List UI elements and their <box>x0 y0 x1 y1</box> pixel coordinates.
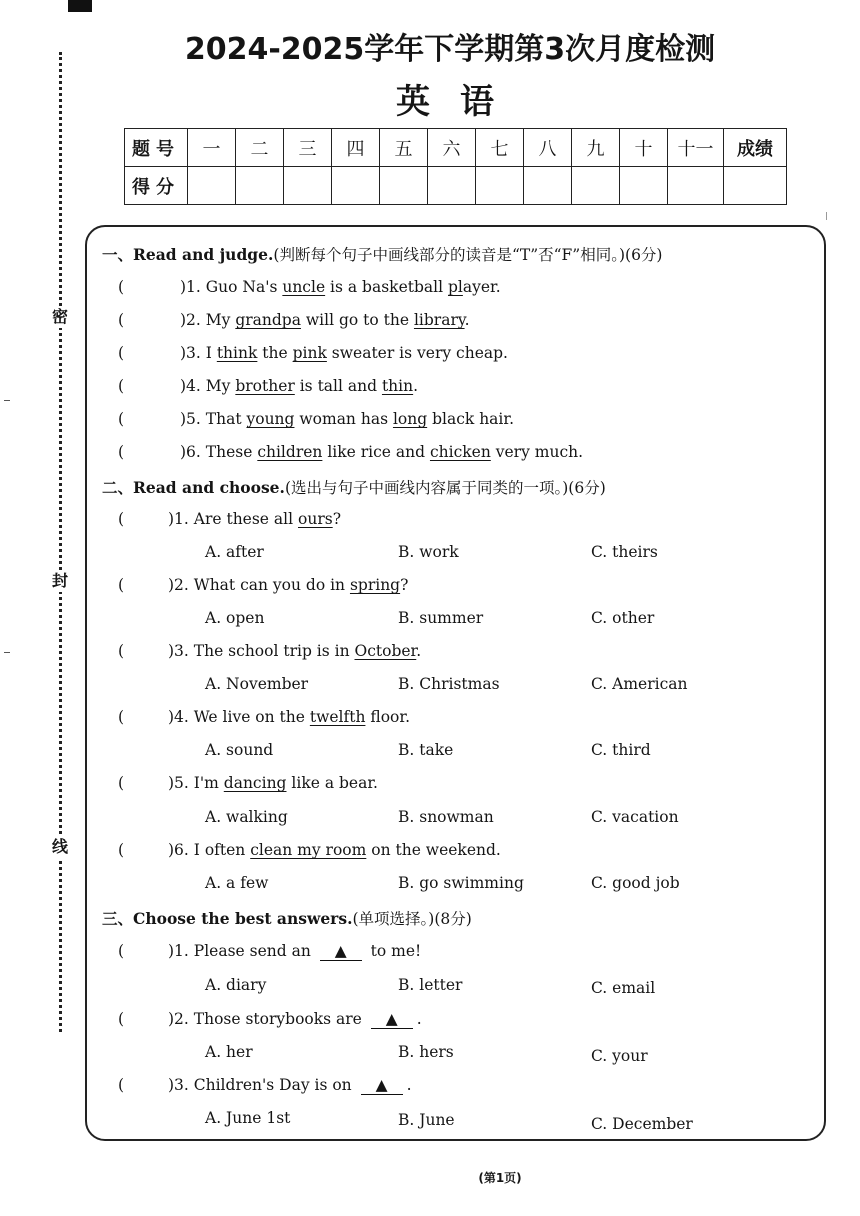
answer-paren[interactable]: ( <box>118 311 125 329</box>
score-header-cell: 七 <box>476 129 524 167</box>
score-header-cell: 十一 <box>668 129 724 167</box>
option-a[interactable]: A. sound <box>205 741 274 759</box>
underlined-word: pink <box>292 344 327 362</box>
underlined-word: thin <box>381 377 414 395</box>
question-text: )4. My <box>180 377 236 395</box>
question-text: )1. Are these all <box>168 510 298 528</box>
answer-paren[interactable]: ( <box>118 510 125 528</box>
option-b[interactable]: B. letter <box>398 976 463 994</box>
answer-paren[interactable]: ( <box>118 576 125 594</box>
binding-char-mi: 密 <box>49 306 71 328</box>
option-c[interactable]: C. December <box>591 1115 693 1133</box>
question-text: )6. I often <box>168 841 251 859</box>
answer-paren[interactable]: ( <box>118 774 125 792</box>
option-a[interactable]: A. open <box>205 609 265 627</box>
judge-item <box>118 344 508 362</box>
question-text: )1. Guo Na's <box>180 278 283 296</box>
score-cell[interactable] <box>724 167 787 205</box>
option-a[interactable]: A. after <box>205 543 264 561</box>
score-cell[interactable] <box>284 167 332 205</box>
question-text: ? <box>400 576 409 594</box>
question-text: )3. Children's Day is on <box>168 1076 357 1094</box>
score-cell[interactable] <box>668 167 724 205</box>
underlined-word: pl <box>447 278 463 296</box>
underlined-word: chicken <box>429 443 491 461</box>
page-number: (第1页) <box>478 1171 522 1185</box>
question-text: )2. Those storybooks are <box>168 1010 367 1028</box>
score-table-header-row <box>125 129 787 167</box>
question-text: woman has <box>294 410 393 428</box>
question-text: )5. I'm <box>168 774 224 792</box>
choice-item <box>118 642 422 660</box>
underlined-word: October <box>354 642 417 660</box>
blank-triangle[interactable]: ▲ <box>361 1076 403 1095</box>
answer-paren[interactable]: ( <box>118 708 125 726</box>
question-text: very much. <box>490 443 584 461</box>
score-header-cell: 八 <box>524 129 572 167</box>
score-header-cell: 一 <box>188 129 236 167</box>
choice-item <box>118 774 378 792</box>
section1-heading <box>102 243 662 265</box>
option-b[interactable]: B. June <box>398 1111 455 1129</box>
option-c[interactable]: C. your <box>591 1047 648 1065</box>
score-cell[interactable] <box>572 167 620 205</box>
choice-item <box>118 942 422 960</box>
underlined-word: spring <box>349 576 401 594</box>
corner-registration-mark <box>68 0 92 12</box>
edge-tick-mark <box>826 212 827 220</box>
score-header-cell: 六 <box>428 129 476 167</box>
section3-heading <box>102 907 472 929</box>
option-c[interactable]: C. third <box>591 741 651 759</box>
question-text: the <box>257 344 293 362</box>
answer-paren[interactable]: ( <box>118 443 125 461</box>
judge-item <box>118 278 501 296</box>
question-text: . <box>413 377 419 395</box>
exam-title: 2024-2025学年下学期第3次月度检测 <box>184 32 716 67</box>
score-header-cell: 五 <box>380 129 428 167</box>
score-header-cell: 题号 <box>125 129 188 167</box>
score-table <box>124 128 787 205</box>
judge-item <box>118 311 470 329</box>
underlined-word: long <box>392 410 428 428</box>
question-text: like a bear. <box>286 774 378 792</box>
option-c[interactable]: C. theirs <box>591 543 658 561</box>
score-header-cell: 二 <box>236 129 284 167</box>
option-c[interactable]: C. American <box>591 675 688 693</box>
underlined-word: think <box>216 344 258 362</box>
question-text: floor. <box>365 708 410 726</box>
question-text: . <box>416 1010 422 1028</box>
underlined-word: dancing <box>223 774 287 792</box>
option-b[interactable]: B. snowman <box>398 808 494 826</box>
question-text: )2. My <box>180 311 236 329</box>
option-c[interactable]: C. good job <box>591 874 680 892</box>
section1-heading-note: (判断每个句子中画线部分的读音是“T”否“F”相同。)(6分) <box>273 246 663 264</box>
binding-char-feng: 封 <box>49 570 71 592</box>
underlined-word: children <box>257 443 323 461</box>
answer-paren[interactable]: ( <box>118 642 125 660</box>
option-a[interactable]: A. walking <box>205 808 288 826</box>
option-b[interactable]: B. Christmas <box>398 675 500 693</box>
section3-heading-bold: 三、Choose the best answers. <box>102 909 353 928</box>
section2-heading-note: (选出与句子中画线内容属于同类的一项。)(6分) <box>284 479 606 497</box>
section3-heading-note: (单项选择。)(8分) <box>352 910 472 928</box>
question-text: like rice and <box>322 443 430 461</box>
score-cell[interactable] <box>236 167 284 205</box>
option-b[interactable]: B. work <box>398 543 459 561</box>
choice-item <box>118 576 409 594</box>
option-c[interactable]: C. other <box>591 609 655 627</box>
judge-item <box>118 443 584 461</box>
option-a[interactable]: A. a few <box>205 874 269 892</box>
option-a[interactable]: A. diary <box>205 976 267 994</box>
judge-item <box>118 410 515 428</box>
question-text: )6. These <box>180 443 258 461</box>
score-cell[interactable] <box>188 167 236 205</box>
blank-triangle[interactable]: ▲ <box>320 942 362 961</box>
option-c[interactable]: C. email <box>591 979 656 997</box>
question-text: )2. What can you do in <box>168 576 350 594</box>
option-a[interactable]: A. June 1st <box>205 1109 291 1127</box>
judge-item <box>118 377 419 395</box>
score-header-cell: 九 <box>572 129 620 167</box>
stray-mark <box>4 400 10 401</box>
score-header-cell: 十 <box>620 129 668 167</box>
section1-heading-bold: 一、Read and judge. <box>102 245 274 264</box>
score-cell[interactable] <box>620 167 668 205</box>
question-text: to me! <box>365 942 422 960</box>
answer-paren[interactable]: ( <box>118 344 125 362</box>
option-b[interactable]: B. hers <box>398 1043 454 1061</box>
choice-item <box>118 510 341 528</box>
binding-char-xian: 线 <box>49 836 71 858</box>
score-header-cell: 四 <box>332 129 380 167</box>
question-text: is a basketball <box>325 278 448 296</box>
score-header-cell: 三 <box>284 129 332 167</box>
question-text: )5. That <box>180 410 247 428</box>
option-a[interactable]: A. November <box>205 675 309 693</box>
answer-paren[interactable]: ( <box>118 410 125 428</box>
question-text: is tall and <box>294 377 382 395</box>
option-a[interactable]: A. her <box>205 1043 253 1061</box>
choice-item <box>118 1076 412 1094</box>
question-text: ayer. <box>462 278 501 296</box>
question-text: . <box>406 1076 412 1094</box>
section2-heading <box>102 476 606 498</box>
question-text: black hair. <box>427 410 515 428</box>
question-text: . <box>416 642 422 660</box>
question-text: on the weekend. <box>366 841 501 859</box>
score-cell[interactable] <box>332 167 380 205</box>
choice-item <box>118 841 501 859</box>
answer-paren[interactable]: ( <box>118 278 125 296</box>
question-text: )3. The school trip is in <box>168 642 355 660</box>
underlined-word: grandpa <box>235 311 301 329</box>
score-cell[interactable] <box>524 167 572 205</box>
blank-triangle[interactable]: ▲ <box>371 1010 413 1029</box>
option-b[interactable]: B. go swimming <box>398 874 524 892</box>
choice-item <box>118 708 410 726</box>
question-text: )3. I <box>180 344 217 362</box>
underlined-word: brother <box>235 377 295 395</box>
binding-dotted-line <box>59 52 62 1032</box>
underlined-word: twelfth <box>309 708 366 726</box>
question-text: )1. Please send an <box>168 942 316 960</box>
question-text: . <box>464 311 470 329</box>
option-c[interactable]: C. vacation <box>591 808 679 826</box>
underlined-word: clean my room <box>250 841 367 859</box>
answer-paren[interactable]: ( <box>118 1076 125 1094</box>
answer-paren[interactable]: ( <box>118 841 125 859</box>
score-cell[interactable] <box>380 167 428 205</box>
option-b[interactable]: B. summer <box>398 609 484 627</box>
score-table-score-row <box>125 167 787 205</box>
question-text: sweater is very cheap. <box>326 344 508 362</box>
section2-heading-bold: 二、Read and choose. <box>102 478 285 497</box>
option-b[interactable]: B. take <box>398 741 454 759</box>
answer-paren[interactable]: ( <box>118 377 125 395</box>
stray-mark <box>4 652 10 653</box>
underlined-word: library <box>413 311 465 329</box>
subject-title: 英语 <box>396 82 524 122</box>
question-text: ? <box>332 510 341 528</box>
score-cell[interactable] <box>476 167 524 205</box>
score-cell[interactable] <box>428 167 476 205</box>
question-text: will go to the <box>300 311 414 329</box>
choice-item <box>118 1010 422 1028</box>
answer-paren[interactable]: ( <box>118 942 125 960</box>
question-text: )4. We live on the <box>168 708 310 726</box>
answer-paren[interactable]: ( <box>118 1010 125 1028</box>
score-header-cell: 成绩 <box>724 129 787 167</box>
underlined-word: uncle <box>282 278 326 296</box>
underlined-word: young <box>246 410 295 428</box>
underlined-word: ours <box>298 510 333 528</box>
score-row-label: 得分 <box>125 167 188 205</box>
